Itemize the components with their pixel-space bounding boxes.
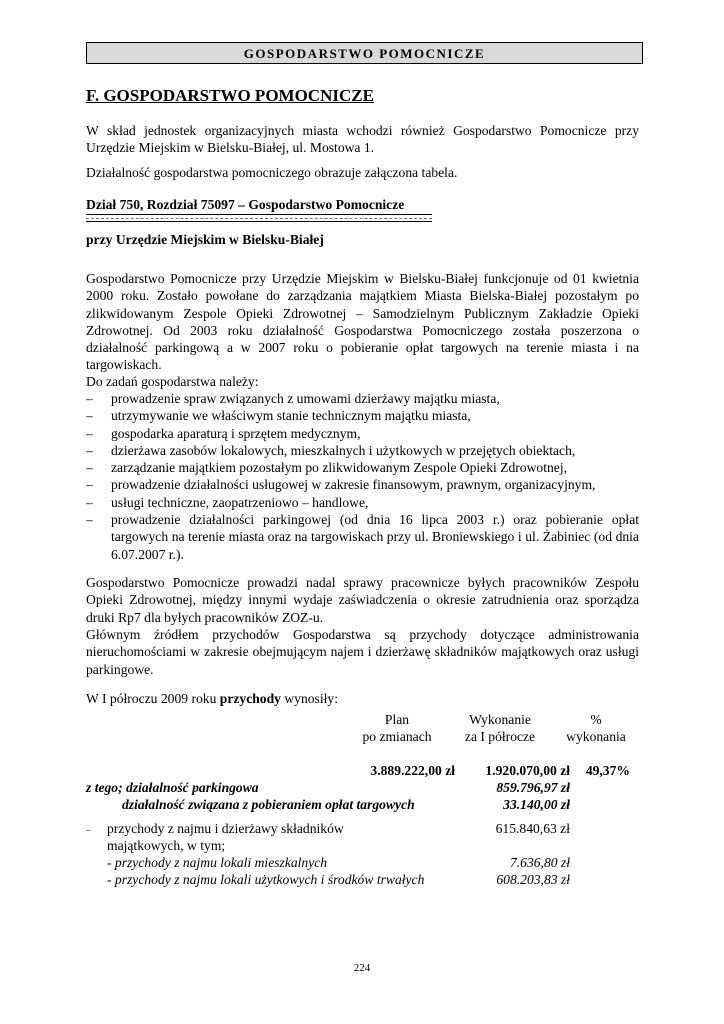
col-pct-subheader: wykonania bbox=[566, 729, 626, 744]
staff-paragraph: Gospodarstwo Pomocnicze prowadzi nadal sprawy pracownicze byłych pracowników Zespołu Opieki Zdrowotnej, między innymi wydaje zaświadczenia o okresie zatrudnienia oraz sporządza druki Rp7 dla byłych pracowników ZOZ-u. bbox=[86, 575, 639, 625]
list-item: – usługi techniczne, zaopatrzeniowo – handlowe, bbox=[86, 494, 639, 511]
col-plan-subheader: po zmianach bbox=[362, 729, 432, 744]
page-number: 224 bbox=[353, 962, 371, 974]
market-label: działalność związana z pobieraniem opłat targowych bbox=[122, 797, 415, 812]
col-exec-subheader: za I półrocze bbox=[464, 729, 536, 744]
rent-label: przychody z najmu i dzierżawy składników bbox=[107, 821, 344, 836]
market-exec: 33.140,00 zł bbox=[503, 797, 570, 812]
rent-label-cont: majątkowych, w tym; bbox=[107, 838, 226, 853]
tasks-intro: Do zadań gospodarstwa należy: bbox=[86, 374, 259, 389]
col-pct-header: % bbox=[590, 712, 602, 727]
list-item: – zarządzanie majątkiem pozostałym po zlikwidowanym Zespole Opieki Zdrowotnej, bbox=[86, 459, 639, 476]
total-plan: 3.889.222,00 zł bbox=[370, 763, 455, 778]
col-plan-header: Plan bbox=[384, 712, 410, 727]
section-subheading: przy Urzędzie Miejskim w Bielsku-Białej bbox=[86, 232, 324, 247]
total-exec: 1.920.070,00 zł bbox=[485, 763, 570, 778]
intro-paragraph-2: Działalność gospodarstwa pomocniczego obrazuje załączona tabela. bbox=[86, 165, 458, 180]
rent-exec: 615.840,63 zł bbox=[495, 821, 570, 836]
list-item: – prowadzenie spraw związanych z umowami dzierżawy majątku miasta, bbox=[86, 390, 639, 407]
dash-bullet: – bbox=[86, 825, 91, 835]
revenue-intro: W I półroczu 2009 roku przychody wynosiły: bbox=[86, 691, 338, 706]
list-item: – gospodarka aparaturą i sprzętem medycznym, bbox=[86, 425, 639, 442]
parking-exec: 859.796,97 zł bbox=[496, 780, 570, 795]
residential-label: - przychody z najmu lokali mieszkalnych bbox=[107, 855, 328, 870]
description-paragraph: Gospodarstwo Pomocnicze przy Urzędzie Miejskim w Bielsku-Białej funkcjonuje od 01 kwietnia 2000 roku. Zostało powołane do zarządzania majątkiem Miasta Bielska-Białej pozostałym po zlikwidowanym Zespole Opieki Zdrowotnej – Samodzielnym Publicznym Zakładzie Opieki Zdrowotnej. Od 2003 roku działalność Gospodarstwa Pomocniczego została poszerzona o działalność parkingową a w 2007 roku o pobieranie opłat targowych na terenie miasta i na targowiskach. bbox=[86, 271, 639, 373]
commercial-label: - przychody z najmu lokali użytkowych i środków trwałych bbox=[107, 872, 425, 887]
revenue-source-paragraph: Głównym źródłem przychodów Gospodarstwa są przychody dotyczące administrowania nieruchomościami w zakresie obejmującym najem i dzierżawę składników majątkowych oraz usługi parkingowe. bbox=[86, 627, 639, 677]
section-heading: Dział 750, Rozdział 75097 – Gospodarstwo Pomocnicze bbox=[86, 197, 405, 212]
list-item: – dzierżawa zasobów lokalowych, mieszkalnych i użytkowych w przejętych obiektach, bbox=[86, 442, 639, 459]
running-header: GOSPODARSTWO POMOCNICZE bbox=[86, 42, 643, 64]
list-item: – prowadzenie działalności usługowej w zakresie finansowym, prawnym, organizacyjnym, bbox=[86, 476, 639, 493]
commercial-exec: 608.203,83 zł bbox=[496, 872, 570, 887]
residential-exec: 7.636,80 zł bbox=[509, 855, 570, 870]
double-rule-inner bbox=[86, 218, 432, 219]
page-title: F. GOSPODARSTWO POMOCNICZE bbox=[86, 86, 374, 105]
parking-label: z tego; działalność parkingowa bbox=[86, 780, 259, 795]
list-item: – prowadzenie działalności parkingowej (od dnia 16 lipca 2003 r.) oraz pobieranie opłat targowych na terenie miasta oraz na targowiskach przy ul. Broniewskiego i ul. Żabiniec (od dnia 6.07.2007 r.). bbox=[86, 511, 639, 563]
list-item: – utrzymywanie we właściwym stanie technicznym majątku miasta, bbox=[86, 407, 639, 424]
tasks-list bbox=[86, 390, 639, 563]
intro-paragraph: W skład jednostek organizacyjnych miasta wchodzi również Gospodarstwo Pomocnicze przy Urzędzie Miejskim w Bielsku-Białej, ul. Mostowa 1. bbox=[86, 123, 639, 156]
total-pct: 49,37% bbox=[585, 763, 630, 778]
col-exec-header: Wykonanie bbox=[469, 712, 531, 727]
